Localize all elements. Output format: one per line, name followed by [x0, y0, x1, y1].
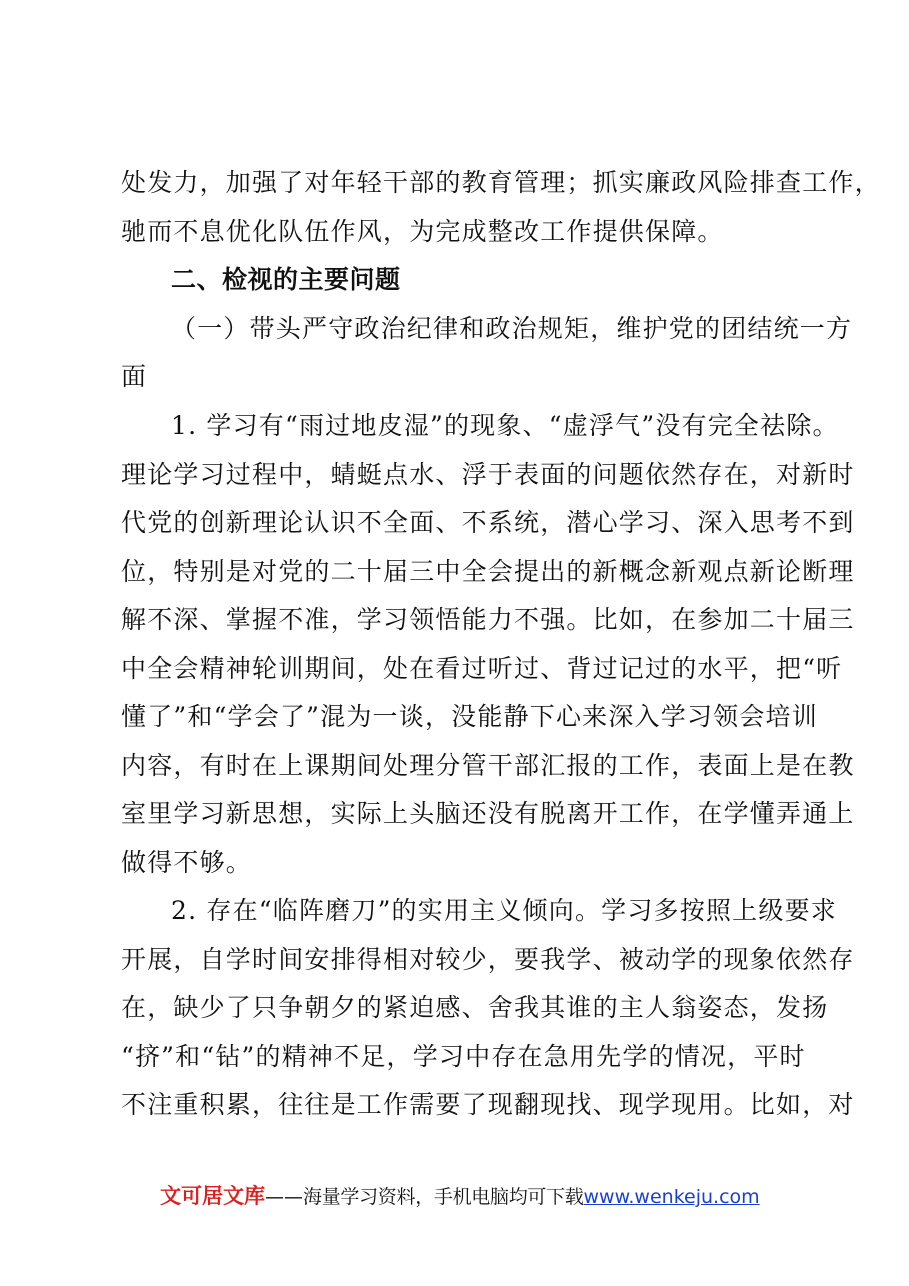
footer-dash: ——: [265, 1186, 303, 1208]
subsection-heading: （一）带头严守政治纪律和政治规矩，维护党的团结统一方: [171, 314, 853, 343]
body-line: 不注重积累，往往是工作需要了现翻现找、现学现用。比如，对: [121, 1090, 855, 1119]
body-line: 2. 存在“临阵磨刀”的实用主义倾向。学习多按照上级要求: [171, 896, 837, 925]
body-line: 做得不够。: [121, 848, 253, 877]
body-line: 位，特别是对党的二十届三中全会提出的新概念新观点新论断理: [121, 557, 855, 586]
footer-banner: [160, 1183, 760, 1210]
section-heading: 二、检视的主要问题: [171, 265, 401, 294]
body-line: 室里学习新思想，实际上头脑还没有脱离开工作，在学懂弄通上: [121, 799, 855, 828]
body-line: 在，缺少了只争朝夕的紧迫感、舍我其谁的主人翁姿态，发扬: [121, 993, 829, 1022]
body-line: 处发力，加强了对年轻干部的教育管理；抓实廉政风险排查工作，: [121, 168, 881, 197]
footer-slogan: 海量学习资料，手机电脑均可下载: [303, 1186, 584, 1208]
body-line: 1. 学习有“雨过地皮湿”的现象、“虚浮气”没有完全祛除。: [171, 411, 839, 440]
body-line: 懂了”和“学会了”混为一谈，没能静下心来深入学习领会培训: [121, 702, 818, 731]
body-line: 代党的创新理论认识不全面、不系统，潜心学习、深入思考不到: [121, 508, 855, 537]
footer-brand: 文可居文库: [160, 1184, 265, 1208]
body-line: 中全会精神轮训期间，处在看过听过、背过记过的水平，把“听: [121, 654, 843, 683]
body-line: 解不深、掌握不准，学习领悟能力不强。比如，在参加二十届三: [121, 605, 855, 634]
subsection-heading-cont: 面: [121, 362, 148, 391]
body-line: 开展，自学时间安排得相对较少，要我学、被动学的现象依然存: [121, 945, 855, 974]
body-line: “挤”和“钻”的精神不足，学习中存在急用先学的情况，平时: [121, 1042, 806, 1071]
body-line: 驰而不息优化队伍作风，为完成整改工作提供保障。: [121, 217, 724, 246]
footer-url-link[interactable]: www.wenkeju.com: [583, 1186, 760, 1208]
body-line: 内容，有时在上课期间处理分管干部汇报的工作，表面上是在教: [121, 751, 855, 780]
body-line: 理论学习过程中，蜻蜓点水、浮于表面的问题依然存在，对新时: [121, 460, 855, 489]
